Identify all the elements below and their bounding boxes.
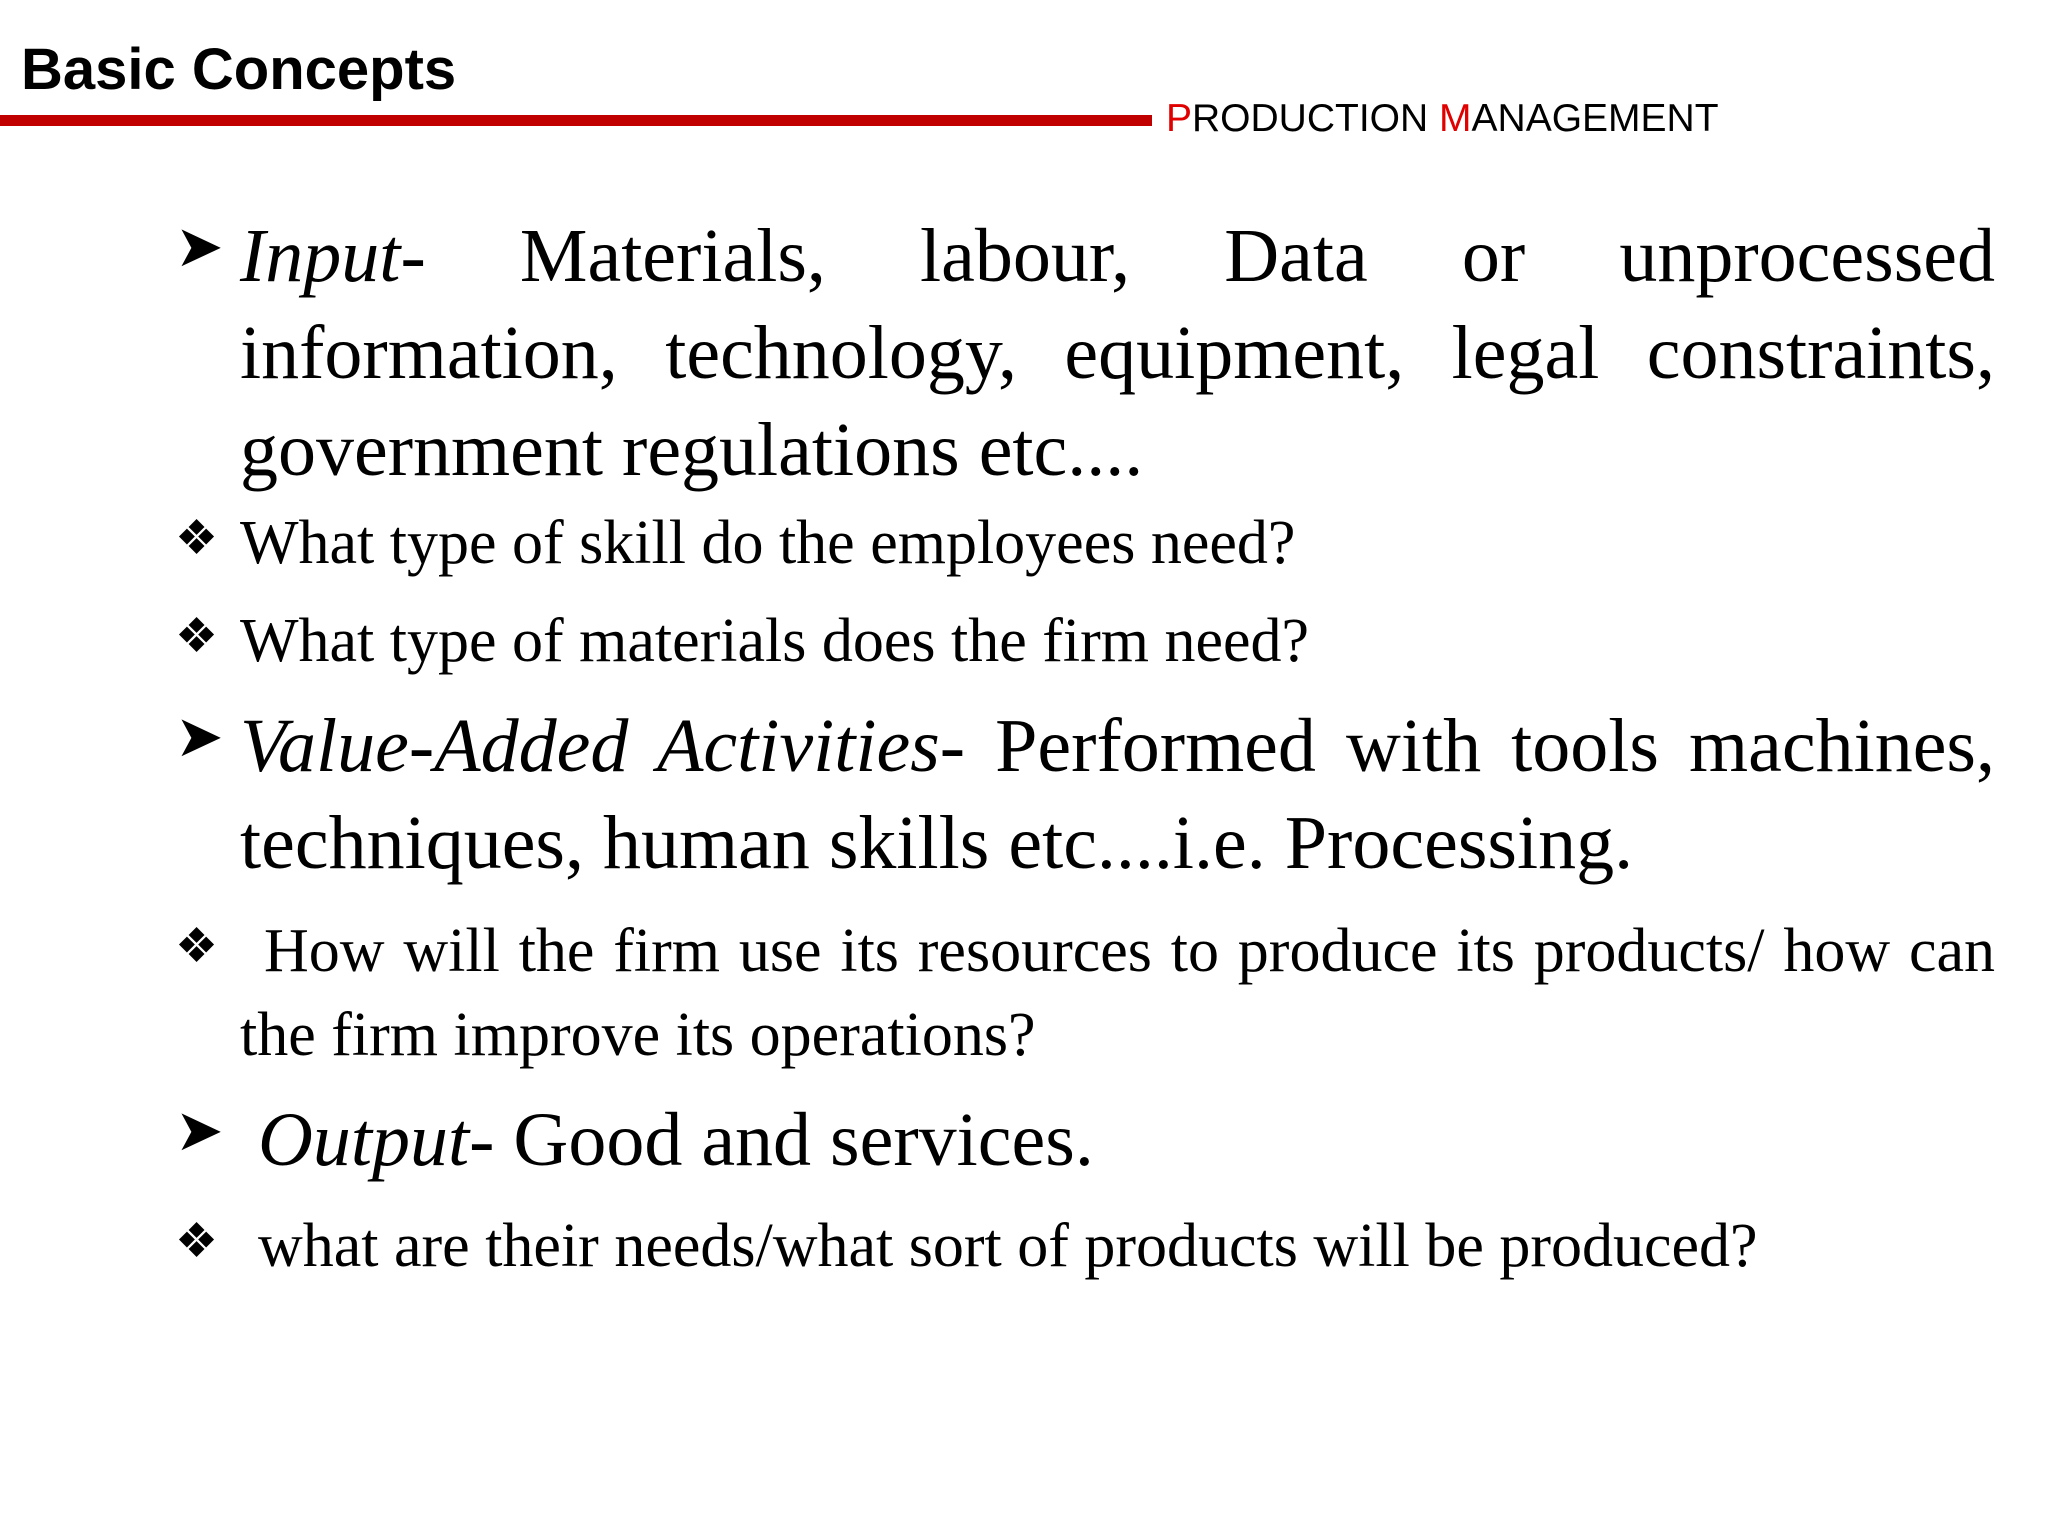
diamond-cluster-bullet-icon: ❖ xyxy=(175,920,219,973)
question-materials xyxy=(175,599,1995,683)
arrowhead-bullet-icon: ➤ xyxy=(175,214,224,279)
question-text: what are their needs/what sort of products will be produced? xyxy=(258,1212,1758,1280)
slide-content xyxy=(175,208,1995,1288)
title-underline xyxy=(0,115,1152,126)
question-text: What type of materials does the firm need? xyxy=(240,607,1310,675)
question-text: How will the firm use its resources to produce its products/ how can the firm improve its operations? xyxy=(240,917,1995,1069)
arrowhead-bullet-icon: ➤ xyxy=(175,1098,224,1163)
bullet-input xyxy=(175,208,1995,499)
course-word-production-rest: RODUCTION xyxy=(1192,97,1440,140)
question-text: What type of skill do the employees need? xyxy=(240,509,1296,577)
course-initial-m: M xyxy=(1439,97,1472,140)
bullet-value-added xyxy=(175,698,1995,892)
diamond-cluster-bullet-icon: ❖ xyxy=(175,610,219,663)
question-resources xyxy=(175,909,1995,1077)
course-initial-p: P xyxy=(1166,97,1193,140)
term-value-added: Value-Added Activities xyxy=(240,704,940,788)
term-input: Input xyxy=(240,214,401,298)
question-needs xyxy=(175,1204,1995,1288)
input-description: - Materials, labour, Data or unprocessed information, technology, equipment, legal constraints, government regulations etc.... xyxy=(240,214,1995,492)
question-skill xyxy=(175,501,1995,585)
diamond-cluster-bullet-icon: ❖ xyxy=(175,1215,219,1268)
course-name xyxy=(1166,98,1719,141)
term-output: Output xyxy=(258,1098,470,1182)
course-word-management-rest: ANAGEMENT xyxy=(1471,97,1719,140)
value-added-description: - Performed with tools machines, techniques, human skills etc....i.e. Processing. xyxy=(240,704,1996,885)
bullet-output xyxy=(175,1092,1995,1189)
output-description: - Good and services. xyxy=(469,1098,1094,1182)
slide-title: Basic Concepts xyxy=(21,37,457,102)
diamond-cluster-bullet-icon: ❖ xyxy=(175,512,219,565)
arrowhead-bullet-icon: ➤ xyxy=(175,704,224,769)
